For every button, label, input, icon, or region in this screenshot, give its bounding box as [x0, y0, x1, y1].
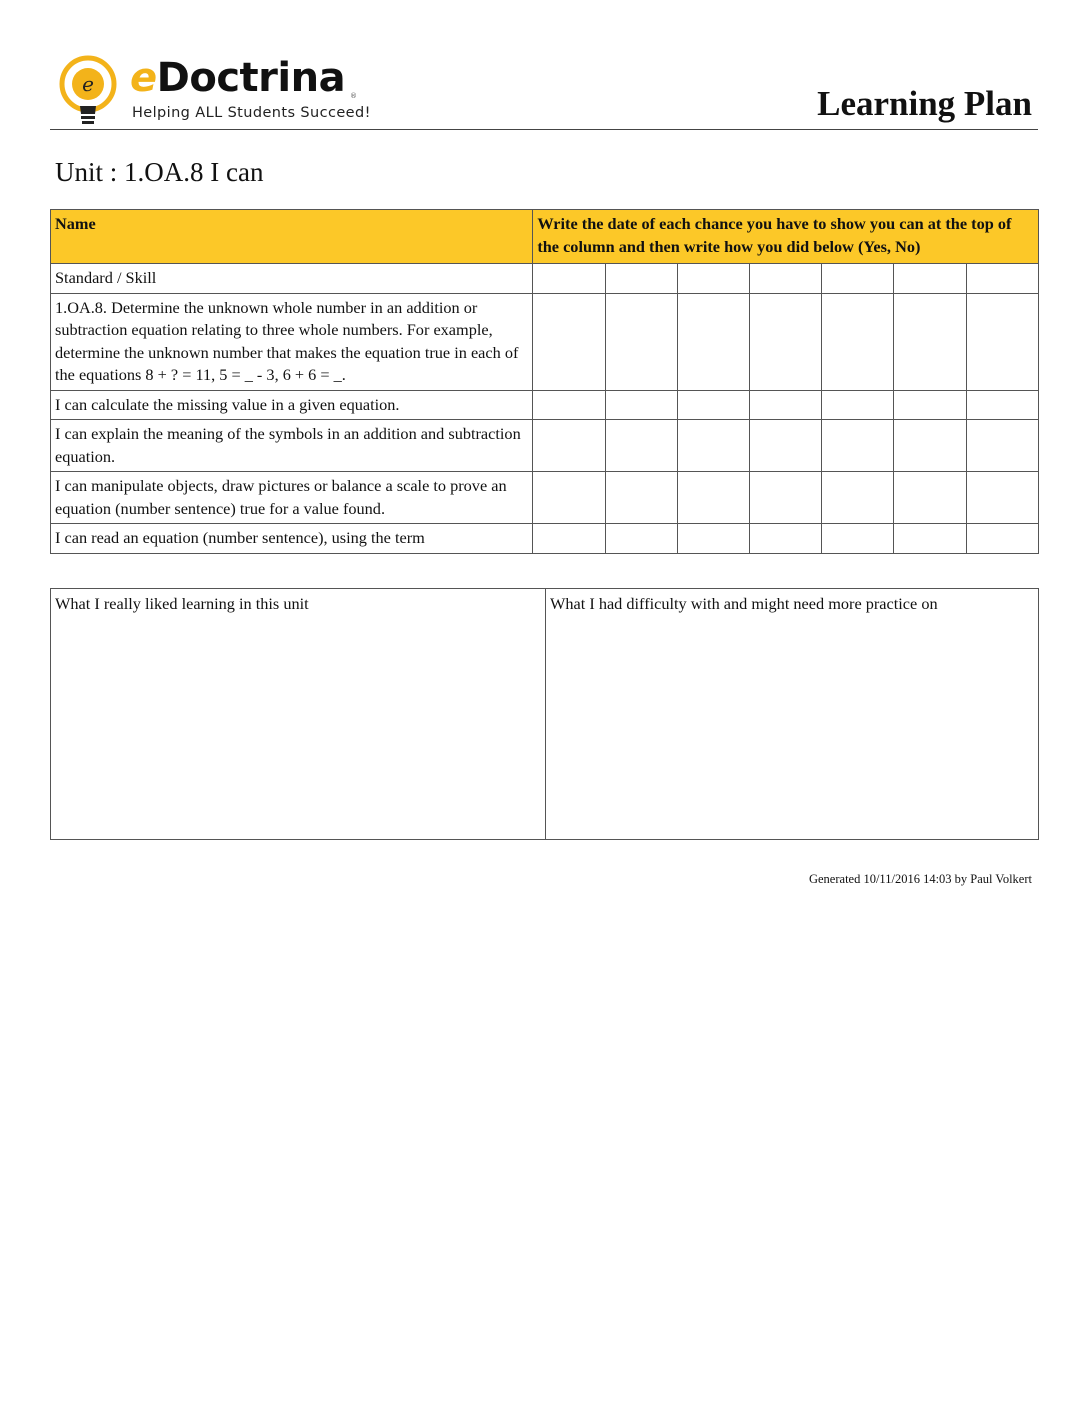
- check-cell[interactable]: [822, 293, 894, 390]
- check-cell[interactable]: [677, 264, 749, 294]
- check-cell[interactable]: [533, 293, 605, 390]
- check-cell[interactable]: [894, 390, 966, 420]
- logo-wordmark: eDoctrina: [130, 55, 346, 101]
- check-cell[interactable]: [822, 524, 894, 554]
- check-cell[interactable]: [894, 293, 966, 390]
- table-row: [51, 524, 1039, 554]
- check-cell[interactable]: [749, 524, 821, 554]
- check-cell[interactable]: [533, 264, 605, 294]
- difficulty-box[interactable]: What I had difficulty with and might need more practice on: [546, 589, 1039, 840]
- instructions-header: Write the date of each chance you have to show you can at the top of the column and then write how you did below (Yes, No): [533, 210, 1039, 264]
- check-cell[interactable]: [822, 390, 894, 420]
- check-cell[interactable]: [894, 524, 966, 554]
- check-cell[interactable]: [749, 264, 821, 294]
- table-row: [51, 264, 1039, 294]
- check-cell[interactable]: [966, 472, 1038, 524]
- check-cell[interactable]: [677, 420, 749, 472]
- lightbulb-icon: [54, 54, 124, 130]
- check-cell[interactable]: [533, 472, 605, 524]
- check-cell[interactable]: [749, 293, 821, 390]
- check-cell[interactable]: [677, 390, 749, 420]
- logo-tagline: Helping ALL Students Succeed!: [132, 105, 371, 121]
- check-cell[interactable]: [605, 293, 677, 390]
- svg-text:e: e: [82, 72, 94, 96]
- name-header: Name: [51, 210, 533, 264]
- liked-learning-box[interactable]: What I really liked learning in this unit: [51, 589, 546, 840]
- unit-title: Unit : 1.OA.8 I can: [55, 157, 264, 187]
- check-cell[interactable]: [966, 390, 1038, 420]
- table-row: [51, 390, 1039, 420]
- header-divider: [50, 129, 1038, 130]
- check-cell[interactable]: [966, 420, 1038, 472]
- reflection-table: [50, 588, 1039, 840]
- check-cell[interactable]: [822, 264, 894, 294]
- table-header-row: [51, 210, 1039, 264]
- check-cell[interactable]: [894, 420, 966, 472]
- check-cell[interactable]: [749, 420, 821, 472]
- registered-mark: ®: [350, 92, 357, 100]
- skill-cell: 1.OA.8. Determine the unknown whole number in an addition or subtraction equation relating to three whole numbers. For example, determine the unknown number that makes the equation true in each of the equations 8 + ? = 11, 5 = _ - 3, 6 + 6 = _.: [51, 293, 533, 390]
- check-cell[interactable]: [677, 293, 749, 390]
- document-title: Learning Plan: [817, 84, 1032, 123]
- check-cell[interactable]: [605, 264, 677, 294]
- check-cell[interactable]: [822, 420, 894, 472]
- edoctrina-logo: [54, 52, 374, 130]
- table-row: [51, 420, 1039, 472]
- check-cell[interactable]: [605, 390, 677, 420]
- skill-cell: I can calculate the missing value in a given equation.: [51, 390, 533, 420]
- check-cell[interactable]: [966, 264, 1038, 294]
- check-cell[interactable]: [749, 472, 821, 524]
- check-cell[interactable]: [533, 390, 605, 420]
- table-row: [51, 472, 1039, 524]
- skill-cell: I can read an equation (number sentence), using the term: [51, 524, 533, 554]
- skill-cell: I can manipulate objects, draw pictures or balance a scale to prove an equation (number sentence) true for a value found.: [51, 472, 533, 524]
- check-cell[interactable]: [894, 264, 966, 294]
- check-cell[interactable]: [677, 472, 749, 524]
- check-cell[interactable]: [894, 472, 966, 524]
- learning-plan-table: [50, 209, 1039, 554]
- generated-footer: Generated 10/11/2016 14:03 by Paul Volkert: [808, 872, 1032, 886]
- check-cell[interactable]: [533, 524, 605, 554]
- check-cell[interactable]: [605, 524, 677, 554]
- skill-cell: Standard / Skill: [51, 264, 533, 294]
- check-cell[interactable]: [605, 472, 677, 524]
- skill-cell: I can explain the meaning of the symbols in an addition and subtraction equation.: [51, 420, 533, 472]
- check-cell[interactable]: [605, 420, 677, 472]
- check-cell[interactable]: [822, 472, 894, 524]
- check-cell[interactable]: [966, 524, 1038, 554]
- check-cell[interactable]: [966, 293, 1038, 390]
- check-cell[interactable]: [749, 390, 821, 420]
- check-cell[interactable]: [533, 420, 605, 472]
- table-row: [51, 293, 1039, 390]
- check-cell[interactable]: [677, 524, 749, 554]
